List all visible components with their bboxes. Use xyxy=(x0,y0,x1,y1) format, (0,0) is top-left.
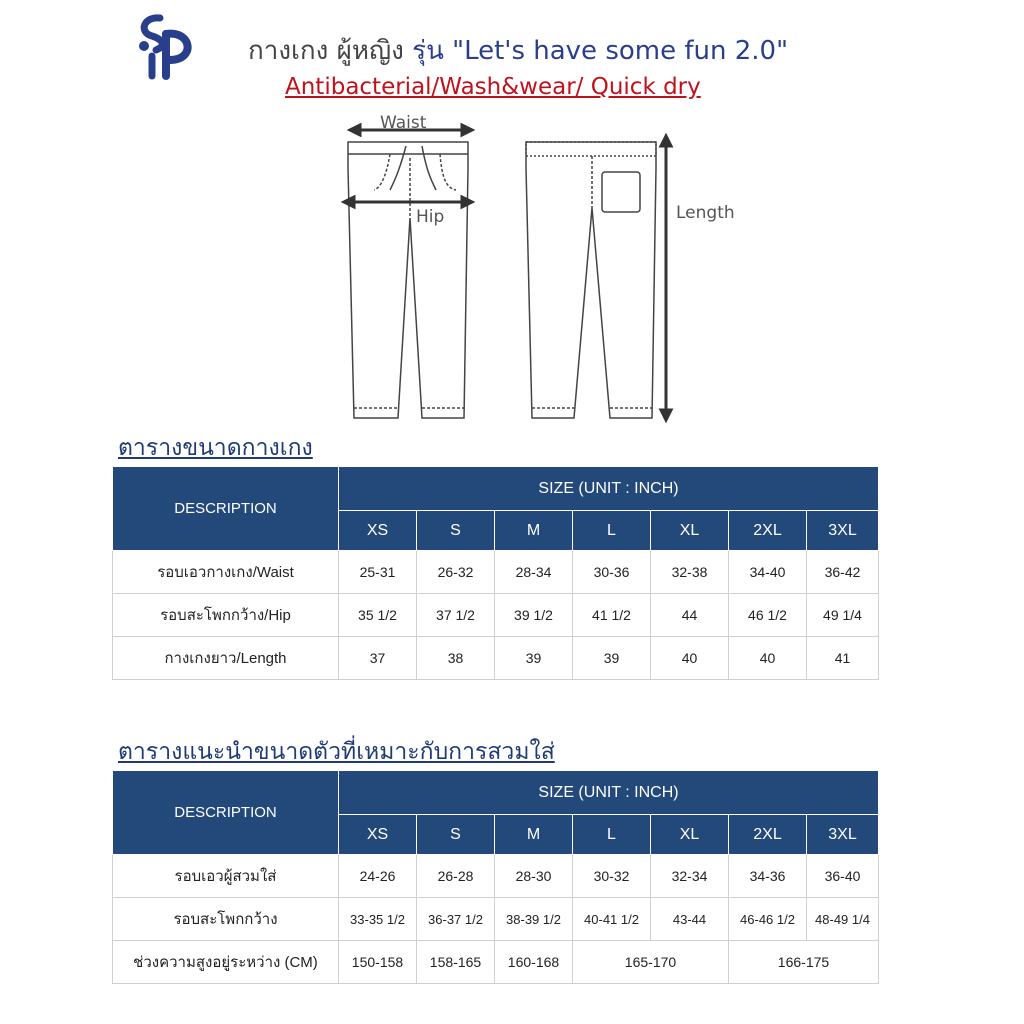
size-col-header: S xyxy=(417,511,495,551)
size-col-header: XL xyxy=(651,815,729,855)
table-cell: 44 xyxy=(651,594,729,637)
table-cell: 34-40 xyxy=(729,551,807,594)
size-col-header: M xyxy=(495,511,573,551)
size-col-header: 2XL xyxy=(729,511,807,551)
table-cell: 32-38 xyxy=(651,551,729,594)
size-col-header: 3XL xyxy=(807,815,879,855)
table-cell: 25-31 xyxy=(339,551,417,594)
pants-diagram xyxy=(330,108,750,430)
table-cell: 24-26 xyxy=(339,855,417,898)
table-cell: 39 1/2 xyxy=(495,594,573,637)
table1-heading: ตารางขนาดกางเกง xyxy=(118,435,313,461)
table-cell: 26-28 xyxy=(417,855,495,898)
table-cell: 36-40 xyxy=(807,855,879,898)
table-cell: 37 1/2 xyxy=(417,594,495,637)
table-cell: 28-30 xyxy=(495,855,573,898)
table-cell: 150-158 xyxy=(339,941,417,984)
table-cell: 28-34 xyxy=(495,551,573,594)
table-cell-merged: 165-170 xyxy=(573,941,729,984)
length-label: Length xyxy=(676,203,735,223)
description-header: DESCRIPTION xyxy=(113,771,339,855)
table-row xyxy=(113,898,879,941)
table-cell: 34-36 xyxy=(729,855,807,898)
size-unit-header: SIZE (UNIT : INCH) xyxy=(339,771,879,815)
description-header: DESCRIPTION xyxy=(113,467,339,551)
table-row xyxy=(113,551,879,594)
hip-label: Hip xyxy=(416,207,445,227)
table-cell: 41 1/2 xyxy=(573,594,651,637)
table-cell: 33-35 1/2 xyxy=(339,898,417,941)
size-col-header: 2XL xyxy=(729,815,807,855)
table-cell: 36-37 1/2 xyxy=(417,898,495,941)
size-col-header: XS xyxy=(339,511,417,551)
title-thai: กางเกง ผู้หญิง xyxy=(248,36,404,66)
table2-heading: ตารางแนะนำขนาดตัวที่เหมาะกับการสวมใส่ xyxy=(118,739,555,765)
table-cell: 32-34 xyxy=(651,855,729,898)
row-label: รอบเอวกางเกง/Waist xyxy=(113,551,339,594)
table-cell: 38-39 1/2 xyxy=(495,898,573,941)
size-col-header: S xyxy=(417,815,495,855)
size-col-header: L xyxy=(573,511,651,551)
table-cell: 38 xyxy=(417,637,495,680)
row-label: รอบสะโพกกว้าง/Hip xyxy=(113,594,339,637)
table-row xyxy=(113,941,879,984)
table-cell: 35 1/2 xyxy=(339,594,417,637)
table-cell: 49 1/4 xyxy=(807,594,879,637)
row-label: รอบเอวผู้สวมใส่ xyxy=(113,855,339,898)
size-col-header: XS xyxy=(339,815,417,855)
table-row xyxy=(113,594,879,637)
brand-logo xyxy=(130,10,200,80)
table-cell: 36-42 xyxy=(807,551,879,594)
table-row xyxy=(113,637,879,680)
table-cell: 30-32 xyxy=(573,855,651,898)
table-cell: 46 1/2 xyxy=(729,594,807,637)
table-cell: 26-32 xyxy=(417,551,495,594)
size-unit-header: SIZE (UNIT : INCH) xyxy=(339,467,879,511)
table-cell: 160-168 xyxy=(495,941,573,984)
page-title xyxy=(248,30,788,71)
table-cell: 46-46 1/2 xyxy=(729,898,807,941)
row-label: รอบสะโพกกว้าง xyxy=(113,898,339,941)
size-col-header: 3XL xyxy=(807,511,879,551)
table-cell: 39 xyxy=(573,637,651,680)
size-col-header: M xyxy=(495,815,573,855)
table-cell: 40 xyxy=(651,637,729,680)
table-cell: 40 xyxy=(729,637,807,680)
size-col-header: XL xyxy=(651,511,729,551)
table-cell: 43-44 xyxy=(651,898,729,941)
waist-label: Waist xyxy=(380,113,427,133)
table-cell-merged: 166-175 xyxy=(729,941,879,984)
table-row xyxy=(113,855,879,898)
feature-subtitle: Antibacterial/Wash&wear/ Quick dry xyxy=(285,74,701,100)
row-label: กางเกงยาว/Length xyxy=(113,637,339,680)
table-cell: 158-165 xyxy=(417,941,495,984)
table-cell: 39 xyxy=(495,637,573,680)
size-col-header: L xyxy=(573,815,651,855)
pants-size-table xyxy=(112,466,879,680)
table-cell: 40-41 1/2 xyxy=(573,898,651,941)
recommended-size-table xyxy=(112,770,879,984)
table-cell: 30-36 xyxy=(573,551,651,594)
table-cell: 48-49 1/4 xyxy=(807,898,879,941)
row-label: ช่วงความสูงอยู่ระหว่าง (CM) xyxy=(113,941,339,984)
table-cell: 41 xyxy=(807,637,879,680)
title-model: รุ่น "Let's have some fun 2.0" xyxy=(412,36,789,66)
table-cell: 37 xyxy=(339,637,417,680)
